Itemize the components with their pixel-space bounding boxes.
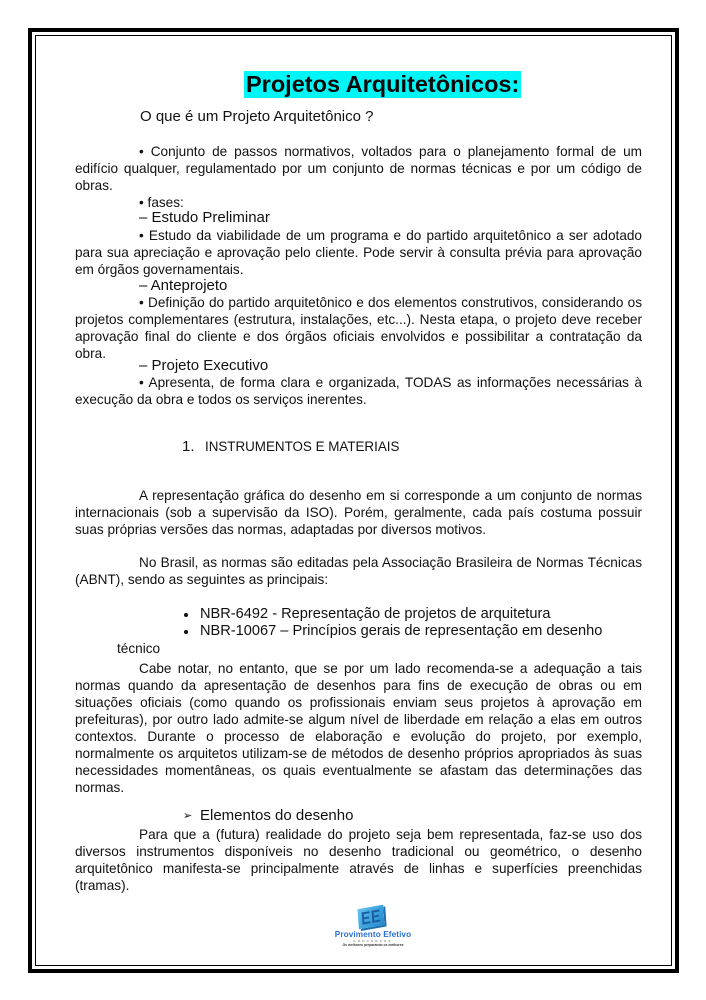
title-highlight	[244, 71, 521, 98]
phase-description-estudo-preliminar: • Estudo da viabilidade de um programa e do partido arquitetônico a ser adotado para sua apreciação e aprovação pelo cliente. Pode servir à consulta prévia para aprovação em órgãos governamentais.	[75, 228, 642, 277]
section-heading	[182, 438, 399, 456]
cube-logo-icon	[357, 905, 384, 930]
subtitle: O que é um Projeto Arquitetônico ?	[140, 108, 374, 125]
phase-name-projeto-executivo: – Projeto Executivo	[139, 357, 269, 374]
paragraph-abnt: No Brasil, as normas são editadas pela Associação Brasileira de Normas Técnicas (ABNT), sendo as seguintes as principais:	[75, 555, 642, 587]
norm-continuation: técnico	[117, 641, 161, 656]
norms-list	[184, 606, 602, 640]
arrow-bullet-icon: ➢	[183, 810, 193, 822]
page-title: Projetos Arquitetônicos:	[246, 71, 520, 97]
norm-label: NBR-10067 – Princípios gerais de representação em desenho	[200, 623, 603, 639]
paragraph-elements: Para que a (futura) realidade do projeto seja bem representada, faz-se uso dos diversos instrumentos disponíveis no desenho tradicional ou geométrico, o desenho arquitetônico manifesta-se principalmente através de linhas e superfícies preenchidas (tramas).	[75, 827, 642, 893]
phase-name-anteprojeto: – Anteprojeto	[139, 277, 228, 294]
section-number: 1.	[182, 438, 195, 455]
bullet-icon	[184, 613, 188, 617]
phase-description-anteprojeto: • Definição do partido arquitetônico e dos elementos construtivos, considerando os projetos complementares (estrutura, instalações, etc...). Nesta etapa, o projeto deve receber aprovação final do cliente e dos órgãos oficiais envolvidos e possibilitar a contratação da obra.	[75, 295, 642, 361]
phase-description-projeto-executivo: • Apresenta, de forma clara e organizada, TODAS as informações necessárias à execução da obra e todos os serviços inerentes.	[75, 375, 642, 407]
bullet-icon	[184, 630, 188, 634]
footer-logo	[334, 905, 412, 949]
logo-subtitle: CONCURSOS	[353, 939, 393, 943]
subsection-heading	[183, 807, 353, 825]
intro-paragraph: • Conjunto de passos normativos, voltados para o planejamento formal de um edifício qualquer, regulamentado por um conjunto de normas técnicas e por um código de obras.	[75, 144, 642, 193]
phase-name-estudo-preliminar: – Estudo Preliminar	[139, 209, 270, 226]
norm-label: NBR-6492 - Representação de projetos de arquitetura	[200, 606, 551, 622]
subsection-title: Elementos do desenho	[200, 807, 354, 824]
list-item	[184, 623, 602, 640]
paragraph-freedom: Cabe notar, no entanto, que se por um lado recomenda-se a adequação a tais normas quando da apresentação de desenhos para fins de execução de obras ou em situações oficiais (como quando os profissionais enviam seus projetos à aprovação em prefeituras), por outro lado admite-se algum nível de liberdade em relação a elas em outros contextos. Durante o processo de elaboração e evolução do projeto, por exemplo, normalmente os arquitetos utilizam-se de métodos de desenho próprios apropriados às suas necessidades momentâneas, os quais eventualmente se afastam das determinações das normas.	[75, 661, 642, 795]
paragraph-iso: A representação gráfica do desenho em si corresponde a um conjunto de normas internacionais (sob a supervisão da ISO). Porém, geralmente, cada país costuma possuir suas próprias versões das normas, adaptadas por diversos motivos.	[75, 488, 642, 537]
list-item	[184, 606, 602, 623]
logo-tagline: Os melhores preparando os melhores	[342, 943, 404, 947]
section-title: INSTRUMENTOS E MATERIAIS	[204, 439, 400, 454]
fases-label: • fases:	[139, 195, 184, 210]
logo-name: Provimento Efetivo	[334, 930, 412, 939]
